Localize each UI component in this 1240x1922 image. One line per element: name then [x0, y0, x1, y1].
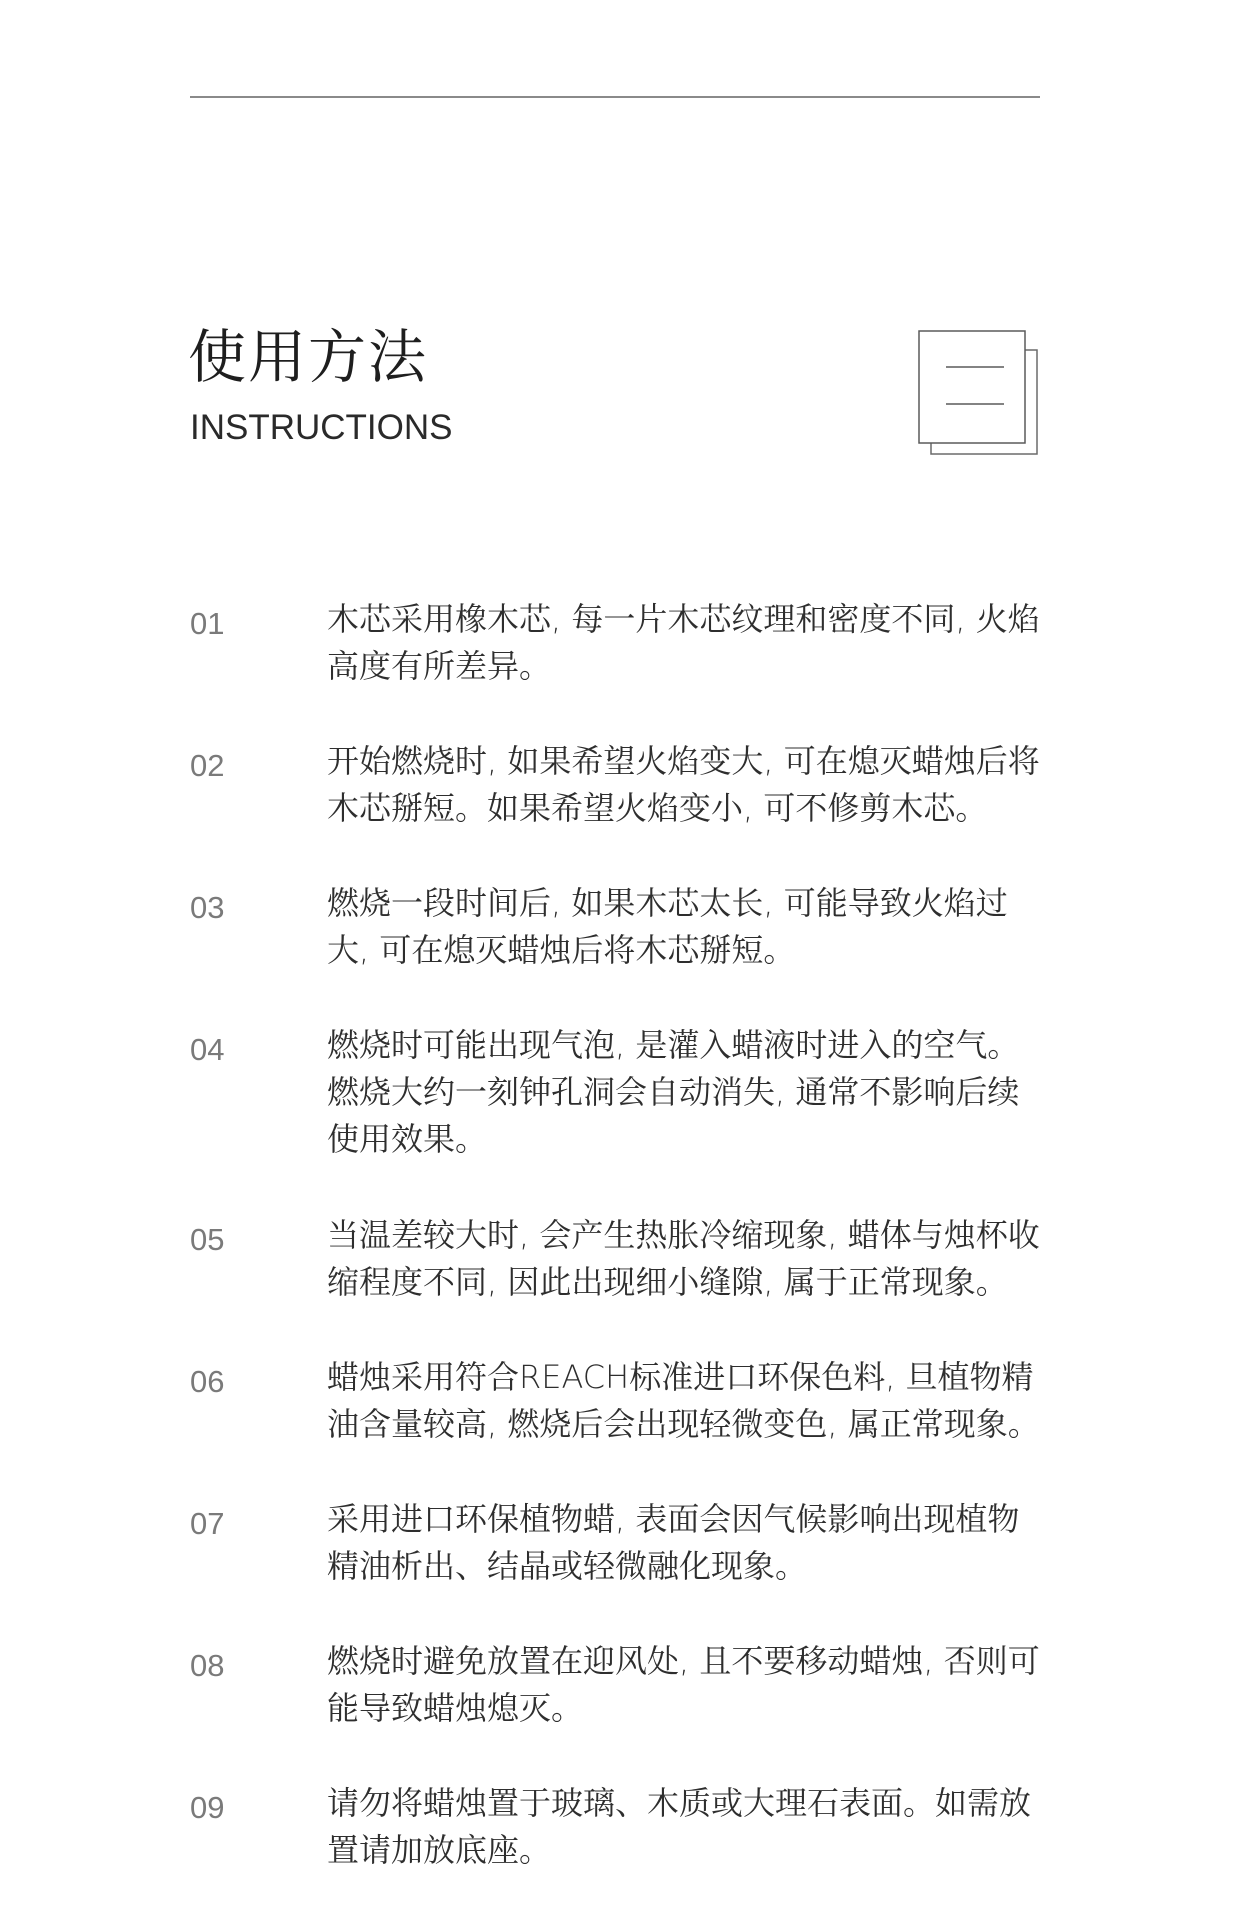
- page-subtitle: INSTRUCTIONS: [190, 408, 453, 447]
- list-item: [0, 1354, 1240, 1496]
- list-item: [0, 1638, 1240, 1780]
- item-text: 燃烧时可能出现气泡, 是灌入蜡液时进入的空气。燃烧大约一刻钟孔洞会自动消失, 通常不影响后续使用效果。: [327, 1026, 1020, 1158]
- item-number: 06: [190, 1364, 225, 1399]
- item-text: 请勿将蜡烛置于玻璃、木质或大理石表面。如需放置请加放底座。: [327, 1784, 1032, 1869]
- list-item: [0, 1780, 1240, 1922]
- item-text: 采用进口环保植物蜡, 表面会因气候影响出现植物精油析出、结晶或轻微融化现象。: [327, 1500, 1020, 1585]
- item-text: 燃烧一段时间后, 如果木芯太长, 可能导致火焰过大, 可在熄灭蜡烛后将木芯掰短。: [327, 884, 1008, 969]
- list-item: [0, 880, 1240, 1022]
- item-number: 03: [190, 890, 225, 925]
- item-number: 04: [190, 1032, 225, 1067]
- top-divider: [190, 96, 1040, 98]
- item-number: 01: [190, 606, 225, 641]
- list-item: [0, 1212, 1240, 1354]
- item-text: 燃烧时避免放置在迎风处, 且不要移动蜡烛, 否则可能导致蜡烛熄灭。: [327, 1642, 1040, 1727]
- item-number: 02: [190, 748, 225, 783]
- list-item: [0, 1496, 1240, 1638]
- item-text: 蜡烛采用符合REACH标准进口环保色料, 旦植物精油含量较高, 燃烧后会出现轻微变色, 属正常现象。: [327, 1358, 1040, 1443]
- document-icon: [918, 330, 1043, 455]
- item-text: 开始燃烧时, 如果希望火焰变大, 可在熄灭蜡烛后将木芯掰短。如果希望火焰变小, 可不修剪木芯。: [327, 742, 1040, 827]
- item-number: 05: [190, 1222, 225, 1257]
- item-number: 09: [190, 1790, 225, 1825]
- list-item: [0, 596, 1240, 738]
- page-title: 使用方法: [188, 323, 429, 391]
- item-number: 08: [190, 1648, 225, 1683]
- instruction-list: [0, 596, 1240, 1922]
- list-item: [0, 1022, 1240, 1212]
- item-text: 木芯采用橡木芯, 每一片木芯纹理和密度不同, 火焰高度有所差异。: [327, 600, 1040, 685]
- item-number: 07: [190, 1506, 225, 1541]
- list-item: [0, 738, 1240, 880]
- item-text: 当温差较大时, 会产生热胀冷缩现象, 蜡体与烛杯收缩程度不同, 因此出现细小缝隙, 属于正常现象。: [327, 1216, 1040, 1301]
